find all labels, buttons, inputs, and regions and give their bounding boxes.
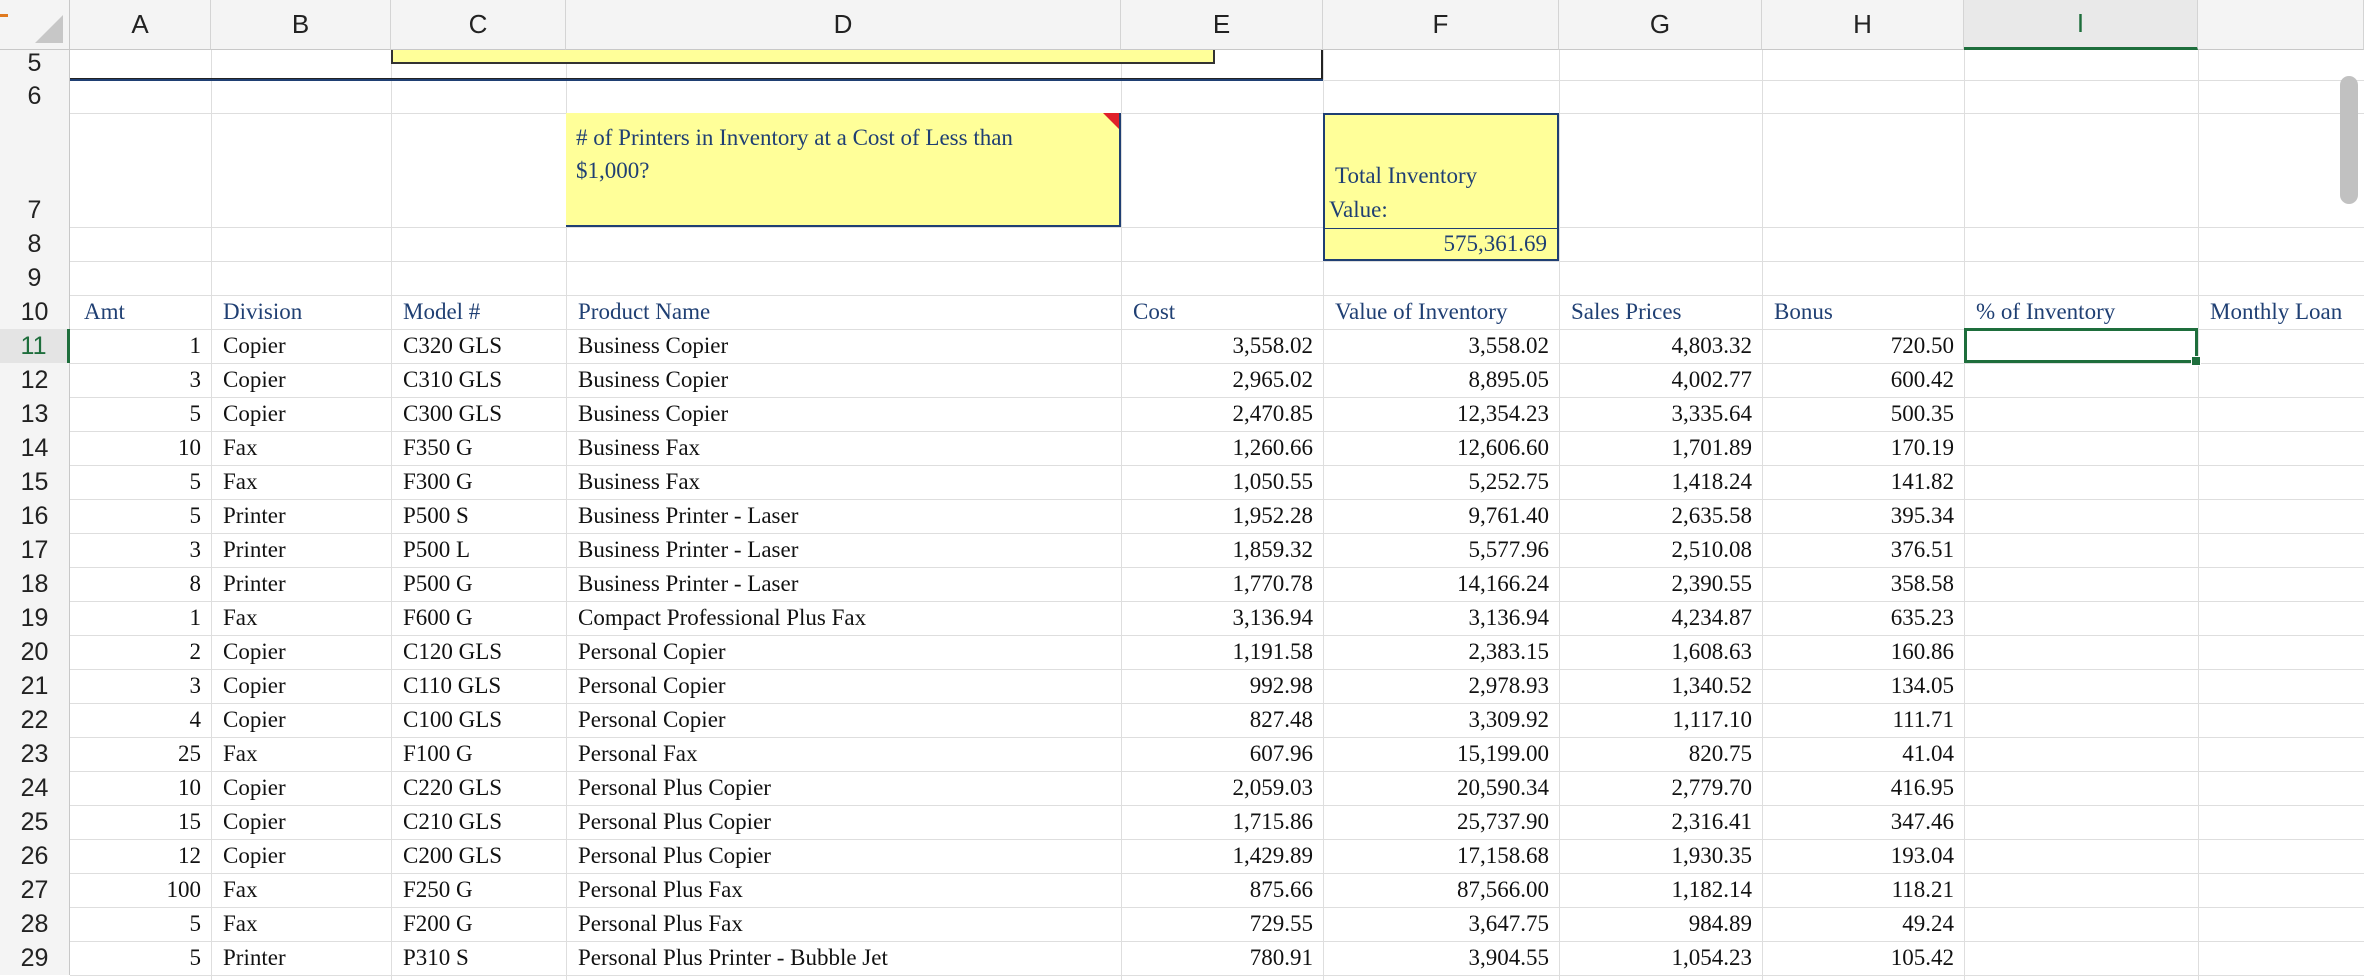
total-inventory-divider [1325,228,1557,229]
question-text-line2: $1,000? [576,158,650,183]
cell-cost[interactable]: 1,429.89 [1232,843,1313,868]
table-header-bonus: Bonus [1774,299,1833,324]
cell-amt[interactable]: 1 [189,333,201,358]
cell-value[interactable]: 12,354.23 [1457,401,1549,426]
cell-bonus[interactable]: 105.42 [1890,945,1954,970]
cell-value[interactable]: 3,647.75 [1468,911,1549,936]
cell-product[interactable]: Personal Plus Fax [578,911,743,936]
cell-product[interactable]: Personal Plus Copier [578,775,771,800]
cell-product[interactable]: Personal Plus Fax [578,877,743,902]
cell-sales[interactable]: 984.89 [1688,911,1752,936]
table-header-loan: Monthly Loan [2210,299,2343,324]
cell-product[interactable]: Business Fax [578,435,701,460]
cell-value[interactable]: 15,199.00 [1457,741,1549,766]
total-inventory-label-line1: Total Inventory [1335,163,1478,188]
cell-division[interactable]: Printer [223,571,286,596]
cell-model[interactable]: F600 G [403,605,473,630]
cell-division[interactable]: Copier [223,775,286,800]
cell-amt[interactable]: 3 [189,673,201,698]
cell-sales[interactable]: 1,701.89 [1671,435,1752,460]
cell-product[interactable]: Business Copier [578,333,729,358]
cell-value[interactable]: 3,558.02 [1468,333,1549,358]
question-box[interactable] [566,113,1121,227]
cell-product[interactable]: Personal Copier [578,673,726,698]
cell-value[interactable]: 2,978.93 [1468,673,1549,698]
question-text-line1: # of Printers in Inventory at a Cost of Less than [576,125,1013,150]
active-cell-I11[interactable] [1964,328,2198,363]
grid-vline [1964,50,1965,980]
row-header-24[interactable]: 24 [0,771,70,805]
cell-division[interactable]: Printer [223,945,286,970]
column-header-I[interactable]: I [1964,0,2198,50]
cell-amt[interactable]: 5 [189,469,201,494]
cell-product[interactable]: Personal Plus Copier [578,809,771,834]
row-header-29[interactable]: 29 [0,941,70,975]
cell-sales[interactable]: 4,234.87 [1671,605,1752,630]
row-header-27[interactable]: 27 [0,873,70,907]
cell-amt[interactable]: 5 [189,911,201,936]
cell-sales[interactable]: 2,779.70 [1671,775,1752,800]
cell-bonus[interactable]: 635.23 [1890,605,1954,630]
cell-value[interactable]: 5,577.96 [1468,537,1549,562]
cell-model[interactable]: C300 GLS [403,401,503,426]
cell-amt[interactable]: 10 [178,775,201,800]
cell-value[interactable]: 14,166.24 [1457,571,1549,596]
cell-model[interactable]: C110 GLS [403,673,502,698]
cell-model[interactable]: C120 GLS [403,639,503,664]
total-inventory-value[interactable]: 575,361.69 [1443,231,1547,256]
cell-model[interactable]: P500 L [403,537,471,562]
cell-bonus[interactable]: 118.21 [1891,877,1954,902]
cell-sales[interactable]: 1,340.52 [1671,673,1752,698]
cell-cost[interactable]: 1,859.32 [1232,537,1313,562]
cell-sales[interactable]: 2,635.58 [1671,503,1752,528]
column-header-F[interactable]: F [1323,0,1559,50]
top-box-blue-rule [70,79,1323,81]
fill-handle[interactable] [2191,356,2201,366]
cell-division[interactable]: Copier [223,367,286,392]
cell-bonus[interactable]: 720.50 [1890,333,1954,358]
cell-model[interactable]: F250 G [403,877,473,902]
cell-bonus[interactable]: 193.04 [1890,843,1954,868]
cell-bonus[interactable]: 416.95 [1890,775,1954,800]
row-header-9[interactable]: 9 [0,261,70,295]
cell-cost[interactable]: 827.48 [1249,707,1313,732]
top-box-outline [70,50,1323,80]
cell-division[interactable]: Fax [223,605,258,630]
cell-bonus[interactable]: 600.42 [1890,367,1954,392]
cell-sales[interactable]: 2,390.55 [1671,571,1752,596]
row-header-14[interactable]: 14 [0,431,70,465]
row-header-23[interactable]: 23 [0,737,70,771]
cell-product[interactable]: Business Printer - Laser [578,537,799,562]
cell-division[interactable]: Copier [223,843,286,868]
cell-division[interactable]: Fax [223,741,258,766]
cell-product[interactable]: Business Printer - Laser [578,571,799,596]
cell-value[interactable]: 87,566.00 [1457,877,1549,902]
cell-amt[interactable]: 25 [178,741,201,766]
cell-bonus[interactable]: 170.19 [1890,435,1954,460]
cell-sales[interactable]: 820.75 [1688,741,1752,766]
select-all-corner[interactable] [0,0,70,50]
table-header-amt: Amt [84,299,125,324]
row-header-25[interactable]: 25 [0,805,70,839]
table-header-pct: % of Inventory [1976,299,2116,324]
cell-division[interactable]: Copier [223,401,286,426]
cell-division[interactable]: Copier [223,673,286,698]
cell-amt[interactable]: 1 [189,605,201,630]
grid-vline [2198,50,2199,980]
cell-cost[interactable]: 2,965.02 [1232,367,1313,392]
cell-bonus[interactable]: 347.46 [1890,809,1954,834]
row-header-17[interactable]: 17 [0,533,70,567]
total-inventory-label-line2: Value: [1329,197,1388,222]
cell-value[interactable]: 25,737.90 [1457,809,1549,834]
cell-amt[interactable]: 5 [189,945,201,970]
row-header-16[interactable]: 16 [0,499,70,533]
cell-sales[interactable]: 1,418.24 [1671,469,1752,494]
column-header-E[interactable]: E [1121,0,1323,50]
cell-amt[interactable]: 15 [178,809,201,834]
cell-division[interactable]: Copier [223,639,286,664]
cell-sales[interactable]: 2,316.41 [1671,809,1752,834]
table-header-product: Product Name [578,299,711,324]
cell-value[interactable]: 9,761.40 [1468,503,1549,528]
row-header-5[interactable]: 5 [0,50,70,80]
cell-sales[interactable]: 4,803.32 [1671,333,1752,358]
row-header-12[interactable]: 12 [0,363,70,397]
cell-bonus[interactable]: 395.34 [1890,503,1954,528]
cell-product[interactable]: Personal Copier [578,639,726,664]
cell-product[interactable]: Personal Fax [578,741,698,766]
cell-model[interactable]: C100 GLS [403,707,503,732]
cell-bonus[interactable]: 160.86 [1890,639,1954,664]
cell-cost[interactable]: 607.96 [1249,741,1313,766]
cell-sales[interactable]: 1,117.10 [1672,707,1752,732]
cell-cost[interactable]: 2,059.03 [1232,775,1313,800]
cell-bonus[interactable]: 358.58 [1890,571,1954,596]
cell-division[interactable]: Copier [223,707,286,732]
cell-sales[interactable]: 3,335.64 [1671,401,1752,426]
cell-cost[interactable]: 3,136.94 [1232,605,1313,630]
cell-model[interactable]: C210 GLS [403,809,503,834]
cell-product[interactable]: Personal Plus Copier [578,843,771,868]
cell-sales[interactable]: 1,930.35 [1671,843,1752,868]
cell-product[interactable]: Business Printer - Laser [578,503,799,528]
cell-bonus[interactable]: 111.71 [1892,707,1954,732]
column-header-B[interactable]: B [211,0,391,50]
cell-sales[interactable]: 1,182.14 [1671,877,1752,902]
cell-division[interactable]: Printer [223,503,286,528]
row-header-15[interactable]: 15 [0,465,70,499]
cell-bonus[interactable]: 41.04 [1902,741,1954,766]
table-header-cost: Cost [1133,299,1176,324]
cell-value[interactable]: 3,904.55 [1468,945,1549,970]
cell-value[interactable]: 3,309.92 [1468,707,1549,732]
cell-model[interactable]: C320 GLS [403,333,503,358]
row-header-28[interactable]: 28 [0,907,70,941]
cell-model[interactable]: C310 GLS [403,367,503,392]
cell-cost[interactable]: 729.55 [1249,911,1313,936]
cell-cost[interactable]: 1,770.78 [1232,571,1313,596]
row-header-20[interactable]: 20 [0,635,70,669]
grid-hline [70,975,2364,976]
row-header-7[interactable]: 7 [0,113,70,227]
cell-amt[interactable]: 3 [189,367,201,392]
cell-product[interactable]: Personal Copier [578,707,726,732]
cell-cost[interactable]: 1,050.55 [1232,469,1313,494]
cell-value[interactable]: 5,252.75 [1468,469,1549,494]
table-header-model: Model # [403,299,481,324]
row-header-11[interactable]: 11 [0,329,70,363]
window-accent [0,14,8,17]
cell-cost[interactable]: 2,470.85 [1232,401,1313,426]
column-header-D[interactable]: D [566,0,1121,50]
vertical-scrollbar-thumb[interactable] [2340,76,2358,204]
cell-cost[interactable]: 3,558.02 [1232,333,1313,358]
cell-value[interactable]: 3,136.94 [1468,605,1549,630]
cell-division[interactable]: Printer [223,537,286,562]
cell-model[interactable]: F350 G [403,435,473,460]
cell-division[interactable]: Copier [223,333,286,358]
cell-product[interactable]: Business Copier [578,367,729,392]
cell-amt[interactable]: 5 [189,503,201,528]
grid-hline [70,227,2364,228]
cell-cost[interactable]: 875.66 [1249,877,1313,902]
cell-cost[interactable]: 992.98 [1249,673,1313,698]
cell-bonus[interactable]: 500.35 [1890,401,1954,426]
cell-product[interactable]: Business Fax [578,469,701,494]
cell-cost[interactable]: 1,260.66 [1232,435,1313,460]
cell-model[interactable]: P500 S [403,503,469,528]
row-header-22[interactable]: 22 [0,703,70,737]
comment-indicator-icon [1103,113,1119,129]
cell-amt[interactable]: 2 [189,639,201,664]
row-header-8[interactable]: 8 [0,227,70,261]
cell-amt[interactable]: 100 [166,877,201,902]
cell-division[interactable]: Fax [223,877,258,902]
cell-model[interactable]: F200 G [403,911,473,936]
row-header-10[interactable]: 10 [0,295,70,329]
cell-bonus[interactable]: 134.05 [1890,673,1954,698]
cell-bonus[interactable]: 141.82 [1890,469,1954,494]
cell-product[interactable]: Business Copier [578,401,729,426]
cell-amt[interactable]: 8 [189,571,201,596]
cell-value[interactable]: 17,158.68 [1457,843,1549,868]
row-header-18[interactable]: 18 [0,567,70,601]
cell-sales[interactable]: 2,510.08 [1671,537,1752,562]
total-inventory-box [1323,113,1559,261]
cell-sales[interactable]: 1,054.23 [1671,945,1752,970]
cell-cost[interactable]: 1,191.58 [1232,639,1313,664]
cell-division[interactable]: Fax [223,469,258,494]
grid-hline [70,113,2364,114]
cell-model[interactable]: C220 GLS [403,775,503,800]
cell-sales[interactable]: 4,002.77 [1671,367,1752,392]
cell-model[interactable]: F100 G [403,741,473,766]
cell-division[interactable]: Fax [223,911,258,936]
column-header-G[interactable]: G [1559,0,1762,50]
column-header-H[interactable]: H [1762,0,1964,50]
cell-value[interactable]: 12,606.60 [1457,435,1549,460]
cell-bonus[interactable]: 49.24 [1902,911,1954,936]
cell-division[interactable]: Copier [223,809,286,834]
cell-amt[interactable]: 3 [189,537,201,562]
table-header-division: Division [223,299,303,324]
cell-cost[interactable]: 1,952.28 [1232,503,1313,528]
cell-model[interactable]: P310 S [403,945,469,970]
cell-cost[interactable]: 780.91 [1249,945,1313,970]
column-header-C[interactable]: C [391,0,566,50]
column-header-A[interactable]: A [70,0,211,50]
cell-amt[interactable]: 4 [189,707,201,732]
cell-model[interactable]: F300 G [403,469,473,494]
row-header-13[interactable]: 13 [0,397,70,431]
cell-value[interactable]: 20,590.34 [1457,775,1549,800]
cell-model[interactable]: C200 GLS [403,843,503,868]
cell-product[interactable]: Personal Plus Printer - Bubble Jet [578,945,888,970]
table-header-value: Value of Inventory [1335,299,1508,324]
grid-hline [70,261,2364,262]
cell-bonus[interactable]: 376.51 [1890,537,1954,562]
row-header-19[interactable]: 19 [0,601,70,635]
cell-cost[interactable]: 1,715.86 [1232,809,1313,834]
cell-sales[interactable]: 1,608.63 [1671,639,1752,664]
cell-amt[interactable]: 12 [178,843,201,868]
row-header-6[interactable]: 6 [0,80,70,113]
cell-division[interactable]: Fax [223,435,258,460]
row-header-26[interactable]: 26 [0,839,70,873]
table-header-sales: Sales Prices [1571,299,1682,324]
cell-value[interactable]: 8,895.05 [1468,367,1549,392]
cell-model[interactable]: P500 G [403,571,473,596]
cell-amt[interactable]: 5 [189,401,201,426]
cell-value[interactable]: 2,383.15 [1468,639,1549,664]
cell-product[interactable]: Compact Professional Plus Fax [578,605,867,630]
column-header-J[interactable] [2198,0,2364,50]
row-header-21[interactable]: 21 [0,669,70,703]
cell-amt[interactable]: 10 [178,435,201,460]
